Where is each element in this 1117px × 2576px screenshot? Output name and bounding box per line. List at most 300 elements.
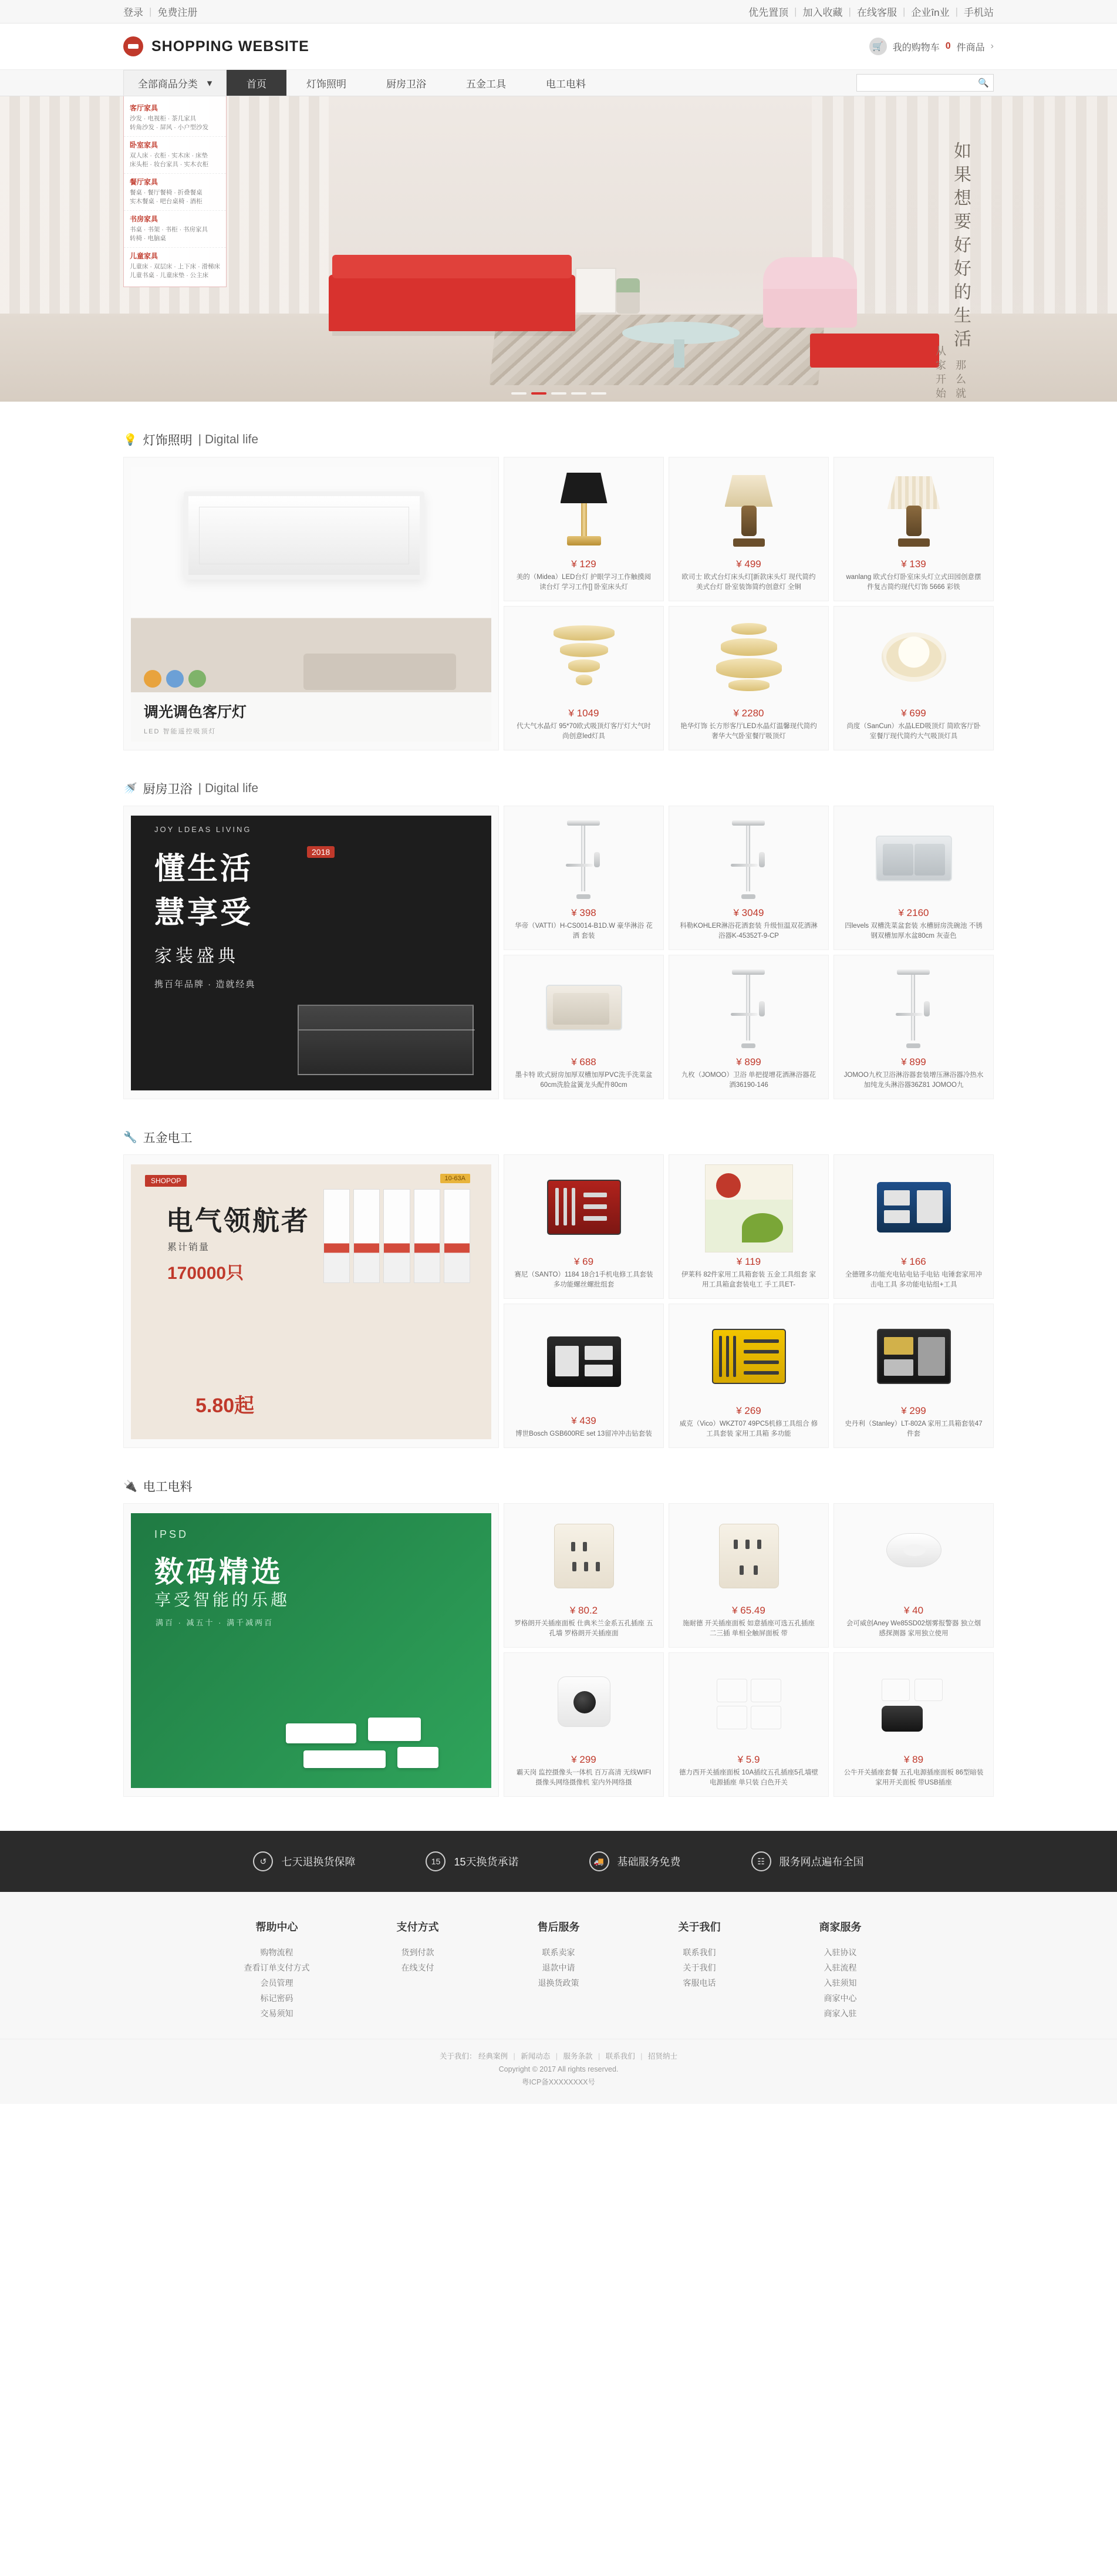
- ceiling-round-icon: [870, 616, 958, 704]
- electrical-banner-art: [131, 1513, 491, 1788]
- service-label-network: 服务网点遍布全国: [779, 1856, 864, 1868]
- hardware-banner[interactable]: [123, 1154, 499, 1448]
- section-electrical-title: 电工电料: [143, 1480, 193, 1494]
- product-price: ¥ 40: [903, 1605, 924, 1616]
- search-icon[interactable]: 🔍: [974, 74, 994, 92]
- sink-single-icon: [540, 965, 628, 1053]
- product-price: ¥ 166: [901, 1256, 926, 1267]
- product-price: ¥ 69: [573, 1256, 594, 1267]
- nav-item-lighting[interactable]: 灯饰照明: [306, 78, 346, 90]
- product-thumb: [676, 1513, 821, 1601]
- section-kitchen-subtitle: | Digital life: [198, 782, 258, 795]
- socket-gold-icon: [540, 1513, 628, 1601]
- product-price: ¥ 65.49: [732, 1605, 765, 1616]
- footer-link-about-2[interactable]: 客服电话: [683, 1978, 716, 1988]
- hero-copy-line1: 如果想要好好的生活: [951, 141, 970, 353]
- product-price: ¥ 3049: [733, 907, 764, 918]
- kitchen-banner-l2: 慧享受: [154, 896, 254, 930]
- network-icon: ☷: [751, 1851, 771, 1871]
- lamp-dark-shade-icon: [540, 467, 628, 555]
- product-price: ¥ 139: [901, 558, 926, 570]
- shower-icon: [870, 965, 958, 1053]
- power-strip-graphic: [286, 1718, 474, 1770]
- logo[interactable]: [123, 36, 309, 56]
- section-kitchen-grid: [123, 806, 994, 1099]
- section-lighting-header: [123, 427, 994, 457]
- search-input[interactable]: [856, 74, 974, 92]
- product-thumb: [511, 467, 656, 555]
- product-price: ¥ 899: [736, 1056, 761, 1068]
- section-electrical-header: [123, 1474, 994, 1503]
- hardware-banner-price: 5.80起: [195, 1395, 255, 1417]
- footer-link-merchant-3[interactable]: 商家中心: [824, 1994, 857, 2003]
- smoke-detector-icon: [870, 1513, 958, 1601]
- category-title-bedroom: 卧室家具: [130, 141, 158, 149]
- product-card[interactable]: [669, 1304, 829, 1448]
- copyright-links: [0, 2050, 1117, 2063]
- plug-white-icon: [705, 1662, 793, 1750]
- product-thumb: [511, 1164, 656, 1252]
- footer-link-payment-0[interactable]: 货到付款: [401, 1948, 434, 1957]
- product-thumb: [676, 816, 821, 904]
- footer-title-payment: 支付方式: [396, 1921, 439, 1933]
- product-card[interactable]: [669, 1652, 829, 1797]
- footer-title-aftersales: 售后服务: [537, 1921, 580, 1933]
- electrical-banner-label: IPSD: [154, 1528, 189, 1540]
- topbar-right: [748, 4, 994, 19]
- copyright-link-1[interactable]: 新闻动态: [521, 2052, 551, 2060]
- footer-link-payment-1[interactable]: 在线支付: [401, 1963, 434, 1972]
- product-card[interactable]: [833, 1652, 994, 1797]
- shower-icon: [705, 965, 793, 1053]
- category-line-kids-0[interactable]: 儿童床 · 双层床 · 上下床 · 滑梯床: [130, 263, 220, 270]
- section-lighting-grid: [123, 457, 994, 750]
- electrical-banner-note: 满百 · 减五十 · 满千减两百: [156, 1618, 274, 1627]
- service-item-network: [751, 1851, 864, 1871]
- product-desc: 伊莱科 82件家用工具箱套装 五金工具组套 家用工具箱盒套装电工 手工具ET-: [681, 1271, 816, 1288]
- camera-icon: [540, 1662, 628, 1750]
- kitchen-rack-graphic: [298, 1005, 474, 1075]
- electrical-banner-title: 数码精选: [154, 1555, 284, 1588]
- product-price: ¥ 80.2: [569, 1605, 598, 1616]
- footer-link-about-0[interactable]: 联系我们: [683, 1948, 716, 1957]
- category-line-study-1[interactable]: 转椅 · 电脑桌: [130, 235, 166, 242]
- service-item-exchange: [426, 1851, 518, 1871]
- copyright-line3: 粤ICP备XXXXXXXX号: [521, 2078, 596, 2086]
- kitchen-banner-l1: 懂生活: [154, 852, 254, 886]
- footer-col-payment: [380, 1919, 456, 2021]
- topbar-link-1[interactable]: 加入收藏: [802, 7, 843, 18]
- footer-title-about: 关于我们: [678, 1921, 721, 1933]
- hero-ottoman: [810, 334, 939, 368]
- register-link[interactable]: 免费注册: [157, 7, 198, 18]
- nav-item-home[interactable]: 首页: [227, 70, 286, 96]
- lamp-cream-icon: [870, 467, 958, 555]
- section-electrical-grid: [123, 1503, 994, 1797]
- hero-plant: [616, 278, 640, 314]
- kitchen-banner-l3: 家装盛典: [154, 947, 239, 966]
- product-card[interactable]: [504, 606, 664, 750]
- service-label-shipping: 基础服务免费: [617, 1856, 681, 1868]
- lighting-banner-caption: [131, 692, 491, 742]
- product-thumb: [676, 616, 821, 704]
- logo-icon: [123, 36, 143, 56]
- chandelier-gold-icon: [705, 616, 793, 704]
- topbar-sep-3: |: [902, 5, 906, 17]
- topbar-link-0[interactable]: 优先置顶: [748, 7, 789, 18]
- product-card[interactable]: [504, 955, 664, 1099]
- product-thumb: [841, 1314, 986, 1402]
- topbar-sep-1: |: [794, 5, 797, 17]
- toolcase-red-icon: [540, 1164, 628, 1252]
- shower-icon: [540, 816, 628, 904]
- footer-col-about: [662, 1919, 738, 2021]
- section-hardware-header: [123, 1125, 994, 1154]
- hardware-banner-ribbon: SHOPOP: [145, 1175, 187, 1187]
- category-line-study-0[interactable]: 书桌 · 书架 · 书柜 · 书房家具: [130, 226, 208, 233]
- product-card[interactable]: [504, 806, 664, 950]
- hardware-banner-title: 电气领航者: [166, 1205, 310, 1236]
- product-price: ¥ 688: [571, 1056, 596, 1068]
- category-line-bedroom-0[interactable]: 双人床 · 衣柜 · 实木床 · 床垫: [130, 152, 208, 159]
- chandelier-icon: [540, 616, 628, 704]
- product-thumb: [511, 816, 656, 904]
- product-card[interactable]: [833, 457, 994, 601]
- product-desc: 墨卡特 欧式厨房加厚双槽加厚PVC洗手洗菜盆60cm洗脸盆簧龙头配件80cm: [515, 1072, 653, 1089]
- hardware-banner-art: [131, 1164, 491, 1439]
- product-desc: 九枚（JOMOO）卫浴 单把提增花洒淋浴器花洒36190-146: [681, 1072, 816, 1089]
- kitchen-icon: 🚿: [123, 783, 137, 795]
- hero-dot-0[interactable]: [511, 392, 527, 395]
- product-thumb: [676, 1164, 821, 1252]
- service-strip: [0, 1831, 1117, 1892]
- product-desc: 施耐德 开关插座面板 如意插座可选五孔插座 二三插 单相全触屏面板 带: [683, 1620, 815, 1637]
- product-card[interactable]: [833, 1154, 994, 1299]
- calendar-icon: 15: [426, 1851, 446, 1871]
- footer-link-merchant-4[interactable]: 商家入驻: [824, 2009, 857, 2018]
- footer-title-merchant: 商家服务: [819, 1921, 862, 1933]
- topbar-left: [123, 4, 197, 19]
- product-thumb: [511, 616, 656, 704]
- copyright-link-3[interactable]: 联系我们: [605, 2052, 635, 2060]
- product-desc: 霸天岗 监控摄像头一体机 百万高清 无线WIFI摄像头网络摄像机 室内外网络摄: [516, 1769, 652, 1786]
- product-thumb: [841, 1513, 986, 1601]
- section-kitchen-header: [123, 776, 994, 806]
- footer-link-merchant-0[interactable]: 入驻协议: [824, 1948, 857, 1957]
- product-desc: 罗格朗开关插座面板 仕典米兰金系五孔插座 五孔墙 罗格朗开关插座面: [514, 1620, 653, 1637]
- section-hardware: [0, 1125, 1117, 1448]
- footer-link-help-4[interactable]: 交易须知: [260, 2009, 293, 2018]
- category-line-kids-1[interactable]: 儿童书桌 · 儿童床垫 · 公主床: [130, 272, 209, 279]
- cart-count: 0: [945, 41, 951, 51]
- topbar-link-3[interactable]: 企业în业: [911, 7, 950, 18]
- hero-dot-3[interactable]: [571, 392, 586, 395]
- section-electrical: [0, 1474, 1117, 1797]
- product-price: ¥ 439: [571, 1415, 596, 1426]
- lighting-banner-subtitle: LED 智能遥控吸顶灯: [144, 728, 217, 735]
- footer-link-help-3[interactable]: 标记密码: [260, 1994, 293, 2003]
- hero-chair: [763, 284, 857, 328]
- search-box: [856, 73, 994, 93]
- section-hardware-grid: [123, 1154, 994, 1448]
- product-price: ¥ 899: [901, 1056, 926, 1068]
- banner-couch-graphic: [303, 654, 456, 690]
- product-desc: 全德锂多功能充电钻电钻手电钻 电锤套家用冲击电工具 多功能电钻组+工具: [845, 1271, 983, 1288]
- kitchen-banner-art: [131, 816, 491, 1090]
- service-item-return: [253, 1851, 355, 1871]
- product-card[interactable]: [504, 1652, 664, 1797]
- footer-link-merchant-2[interactable]: 入驻须知: [824, 1978, 857, 1988]
- product-desc: 艳华灯饰 长方形客厅LED水晶灯温馨现代简约奢华大气卧室餐厅吸顶灯: [680, 723, 817, 740]
- breaker-graphic: [323, 1189, 470, 1283]
- category-group-kids[interactable]: [124, 248, 226, 284]
- kitchen-banner-copy: [154, 844, 255, 990]
- product-desc: 四levels 双槽洗菜盆套装 水槽厨房洗碗池 不锈钢双槽加厚水盆80cm 灰壶色: [845, 922, 983, 940]
- product-desc: 欧司士 欧式台灯床头灯[新款床头灯 现代简约美式台灯 卧室装饰简约创意灯 全铜: [681, 574, 816, 591]
- product-card[interactable]: [669, 1503, 829, 1648]
- product-desc: JOMOO九枚卫浴淋浴器套装增压淋浴器冷热水加纯龙头淋浴器36Z81 JOMOO九: [843, 1072, 984, 1089]
- product-card[interactable]: [833, 1304, 994, 1448]
- sink-double-icon: [870, 816, 958, 904]
- cart-label: 我的购物车: [892, 42, 940, 53]
- lamp-bronze-icon: [705, 467, 793, 555]
- hero-dot-2[interactable]: [551, 392, 566, 395]
- category-title-kids: 儿童家具: [130, 252, 158, 260]
- product-price: ¥ 2160: [898, 907, 929, 918]
- toolbox-blue-icon: [540, 1319, 628, 1407]
- plug-icon: 🔌: [123, 1480, 137, 1493]
- product-desc: 赛尼（SANTO）1184 18合1手机电修工具套装 多功能螺丝螺批组套: [514, 1271, 653, 1288]
- product-thumb: [841, 616, 986, 704]
- product-desc: 博世Bosch GSB600RE set 13留冲冲击钻套装: [515, 1430, 652, 1437]
- product-desc: wanlang 欧式台灯卧室床头灯立式田园创意摆件复古简约现代灯饰 5666 彩铁: [846, 574, 981, 591]
- service-label-exchange: 15天换货承诺: [454, 1856, 519, 1868]
- product-thumb: [841, 816, 986, 904]
- product-price: ¥ 269: [736, 1405, 761, 1416]
- footer-link-about-1[interactable]: 关于我们: [683, 1963, 716, 1972]
- product-price: ¥ 499: [736, 558, 761, 570]
- lighting-banner[interactable]: [123, 457, 499, 750]
- copyright-line2: Copyright © 2017 All rights reserved.: [498, 2065, 619, 2073]
- hero-coffee-table: [622, 322, 740, 344]
- product-card[interactable]: [504, 457, 664, 601]
- section-lighting-subtitle: | Digital life: [198, 433, 258, 446]
- footer-link-help-0[interactable]: 购物流程: [260, 1948, 293, 1957]
- product-card[interactable]: [833, 606, 994, 750]
- ceiling-lamp-graphic: [184, 491, 424, 580]
- copyright-link-4[interactable]: 招贤纳士: [647, 2052, 677, 2060]
- section-kitchen-title: 厨房卫浴: [143, 783, 193, 796]
- category-line-bedroom-1[interactable]: 床头柜 · 妆台家具 · 实木衣柜: [130, 161, 209, 168]
- hero-picture-frame: [575, 268, 616, 314]
- product-card[interactable]: [669, 457, 829, 601]
- footer-link-aftersales-0[interactable]: 联系卖家: [542, 1948, 575, 1957]
- product-desc: 美的（Midea）LED台灯 护眼学习工作触摸阅读台灯 学习工作[] 卧室床头灯: [516, 574, 652, 591]
- truck-icon: 🚚: [589, 1851, 609, 1871]
- product-thumb: [676, 467, 821, 555]
- category-group-study[interactable]: [124, 211, 226, 248]
- cart-unit: 件商品: [956, 42, 985, 53]
- kitchen-banner-l4: 携百年品牌 · 造就经典: [154, 979, 256, 989]
- product-price: ¥ 89: [903, 1754, 924, 1765]
- kitchen-banner-en: JOY LDEAS LIVING: [154, 825, 252, 834]
- cart-widget[interactable]: [869, 38, 994, 55]
- product-card[interactable]: [504, 1154, 664, 1299]
- socket-cream-icon: [705, 1513, 793, 1601]
- lighting-banner-badges: [144, 670, 206, 688]
- login-link[interactable]: 登录: [123, 7, 143, 18]
- section-lighting-title: 灯饰照明: [143, 434, 193, 447]
- electrical-banner-sub: 享受智能的乐趣: [154, 1591, 291, 1609]
- site-header: [0, 23, 1117, 69]
- product-card[interactable]: [669, 955, 829, 1099]
- footer-link-aftersales-2[interactable]: 退换货政策: [538, 1978, 579, 1988]
- footer-col-merchant: [802, 1919, 879, 2021]
- topbar-link-2[interactable]: 在线客服: [856, 7, 897, 18]
- topbar-link-4[interactable]: 手机站: [964, 7, 994, 18]
- hero-dot-1[interactable]: [531, 392, 546, 395]
- product-card[interactable]: [504, 1304, 664, 1448]
- all-categories-button[interactable]: [123, 70, 227, 96]
- product-price: ¥ 1049: [568, 708, 599, 719]
- lamp-icon: 💡: [123, 434, 137, 446]
- product-price: ¥ 2280: [733, 708, 764, 719]
- main-nav: [0, 69, 1117, 96]
- section-lighting: [0, 427, 1117, 750]
- footer: [0, 1892, 1117, 2039]
- category-title-dining: 餐厅家具: [130, 178, 158, 186]
- footer-link-help-1[interactable]: 查看订单支付方式: [244, 1963, 310, 1972]
- category-title-study: 书房家具: [130, 215, 158, 223]
- category-flyout: [123, 96, 227, 287]
- product-price: ¥ 299: [901, 1405, 926, 1416]
- copyright-sep-2: |: [598, 2052, 600, 2060]
- hero-sofa: [329, 275, 575, 331]
- footer-link-help-2[interactable]: 会员管理: [260, 1978, 293, 1988]
- category-group-bedroom[interactable]: [124, 137, 226, 174]
- category-group-dining[interactable]: [124, 174, 226, 211]
- electrical-banner[interactable]: [123, 1503, 499, 1797]
- product-card[interactable]: [669, 606, 829, 750]
- footer-title-help: 帮助中心: [255, 1921, 298, 1933]
- copyright-bar: [0, 2039, 1117, 2104]
- hero-copy: [930, 132, 970, 402]
- product-thumb: [841, 1164, 986, 1252]
- section-hardware-title: 五金电工: [143, 1132, 193, 1145]
- product-price: ¥ 699: [901, 708, 926, 719]
- product-thumb: [676, 1314, 821, 1402]
- topbar-sep: |: [149, 5, 152, 17]
- topbar-sep-4: |: [955, 5, 958, 17]
- product-desc: 华帝（VATTI）H-CS0014-B1D.W 豪华淋浴 花洒 套装: [515, 922, 653, 940]
- product-desc: 科勒KOHLER淋浴花洒套装 升级恒温双花洒淋浴器K-45352T-9-CP: [680, 922, 818, 940]
- category-title-living: 客厅家具: [130, 104, 158, 112]
- product-price: ¥ 129: [571, 558, 596, 570]
- hero-dot-4[interactable]: [591, 392, 606, 395]
- nav-item-kitchen-bath[interactable]: 厨房卫浴: [386, 78, 426, 90]
- hero-copy-line2: 那么就从家开始: [934, 345, 966, 402]
- nav-links: [227, 70, 606, 96]
- category-line-dining-1[interactable]: 实木餐桌 · 吧台桌椅 · 酒柜: [130, 198, 203, 205]
- green-card-icon: [705, 1164, 793, 1252]
- topbar-sep-2: |: [848, 5, 851, 17]
- product-price: ¥ 299: [571, 1754, 596, 1765]
- lighting-banner-art: [131, 467, 491, 742]
- product-thumb: [676, 1662, 821, 1750]
- hardware-banner-number: 170000只: [167, 1264, 244, 1283]
- cart-icon: 🛒: [869, 38, 887, 55]
- category-line-living-1[interactable]: 转角沙发 · 屏风 · 小户型沙发: [130, 124, 209, 131]
- footer-link-merchant-1[interactable]: 入驻流程: [824, 1963, 857, 1972]
- logo-text: SHOPPING WEBSITE: [151, 38, 309, 55]
- product-card[interactable]: [669, 1154, 829, 1299]
- product-card[interactable]: [669, 806, 829, 950]
- plug-black-icon: [870, 1662, 958, 1750]
- nav-item-electrical[interactable]: 电工电料: [546, 78, 586, 90]
- footer-col-aftersales: [521, 1919, 597, 2021]
- kitchen-banner[interactable]: [123, 806, 499, 1099]
- chevron-down-icon: ▾: [207, 77, 212, 89]
- all-categories-label: 全部商品分类: [137, 79, 198, 90]
- product-card[interactable]: [504, 1503, 664, 1648]
- product-card[interactable]: [833, 955, 994, 1099]
- product-card[interactable]: [833, 806, 994, 950]
- chevron-right-icon: ›: [990, 41, 994, 51]
- toolcase-yellow-icon: [705, 1314, 793, 1402]
- copyright-link-2[interactable]: 服务条款: [563, 2052, 593, 2060]
- return-icon: ↺: [253, 1851, 273, 1871]
- product-thumb: [841, 467, 986, 555]
- copyright-sep-0: |: [513, 2052, 515, 2060]
- product-desc: 德力西开关插座面板 10A插纹五孔插座5孔墙壁电源插座 单只装 白色开关: [679, 1769, 819, 1786]
- copyright-prefix: 关于我们：: [440, 2052, 477, 2060]
- category-group-living[interactable]: [124, 100, 226, 137]
- footer-col-help: [239, 1919, 315, 2021]
- category-line-dining-0[interactable]: 餐桌 · 餐厅餐椅 · 折叠餐桌: [130, 189, 203, 196]
- copyright-sep-1: |: [555, 2052, 558, 2060]
- copyright-link-0[interactable]: 经典案例: [478, 2052, 508, 2060]
- product-thumb: [676, 965, 821, 1053]
- toolcase-dark-icon: [870, 1314, 958, 1402]
- hero-banner: [0, 96, 1117, 402]
- copyright-sep-3: |: [640, 2052, 643, 2060]
- service-label-return: 七天退换货保障: [281, 1856, 356, 1868]
- product-desc: 会可威创Aney We85SD02烟雾报警器 独立烟感探测器 家用独立使用: [846, 1620, 981, 1637]
- hardware-banner-sub: 累计销量: [167, 1242, 210, 1252]
- footer-link-aftersales-1[interactable]: 退款中请: [542, 1963, 575, 1972]
- nav-item-hardware[interactable]: 五金工具: [466, 78, 506, 90]
- category-line-living-0[interactable]: 沙发 · 电视柜 · 茶几家具: [130, 115, 197, 122]
- product-thumb: [511, 1513, 656, 1601]
- product-desc: 威克（Vico）WKZT07 49PC5机修工具组合 修工具套装 家用工具箱 多功能: [679, 1420, 818, 1437]
- tools-icon: 🔧: [123, 1132, 137, 1144]
- shower-icon: [705, 816, 793, 904]
- toolbox-blue-icon: [870, 1164, 958, 1252]
- product-desc: 公牛开关插座套餐 五孔电源插座面板 86型暗装家用开关面板 带USB插座: [843, 1769, 984, 1786]
- product-card[interactable]: [833, 1503, 994, 1648]
- product-price: ¥ 398: [571, 907, 596, 918]
- product-price: ¥ 5.9: [737, 1754, 760, 1765]
- product-thumb: [511, 965, 656, 1053]
- hero-carousel-dots[interactable]: [511, 392, 606, 395]
- top-bar: [0, 0, 1117, 23]
- product-thumb: [841, 1662, 986, 1750]
- product-thumb: [511, 1314, 656, 1412]
- product-desc: 代大气水晶灯 95*70欧式吸顶灯客厅灯大气时尚创意led灯具: [517, 723, 651, 740]
- product-desc: 尚度（SanCun）水晶LED吸顶灯 简欧客厅卧室餐厅现代简约大气吸顶灯具: [846, 723, 981, 740]
- service-item-shipping: [589, 1851, 681, 1871]
- kitchen-banner-badge: 2018: [307, 846, 335, 858]
